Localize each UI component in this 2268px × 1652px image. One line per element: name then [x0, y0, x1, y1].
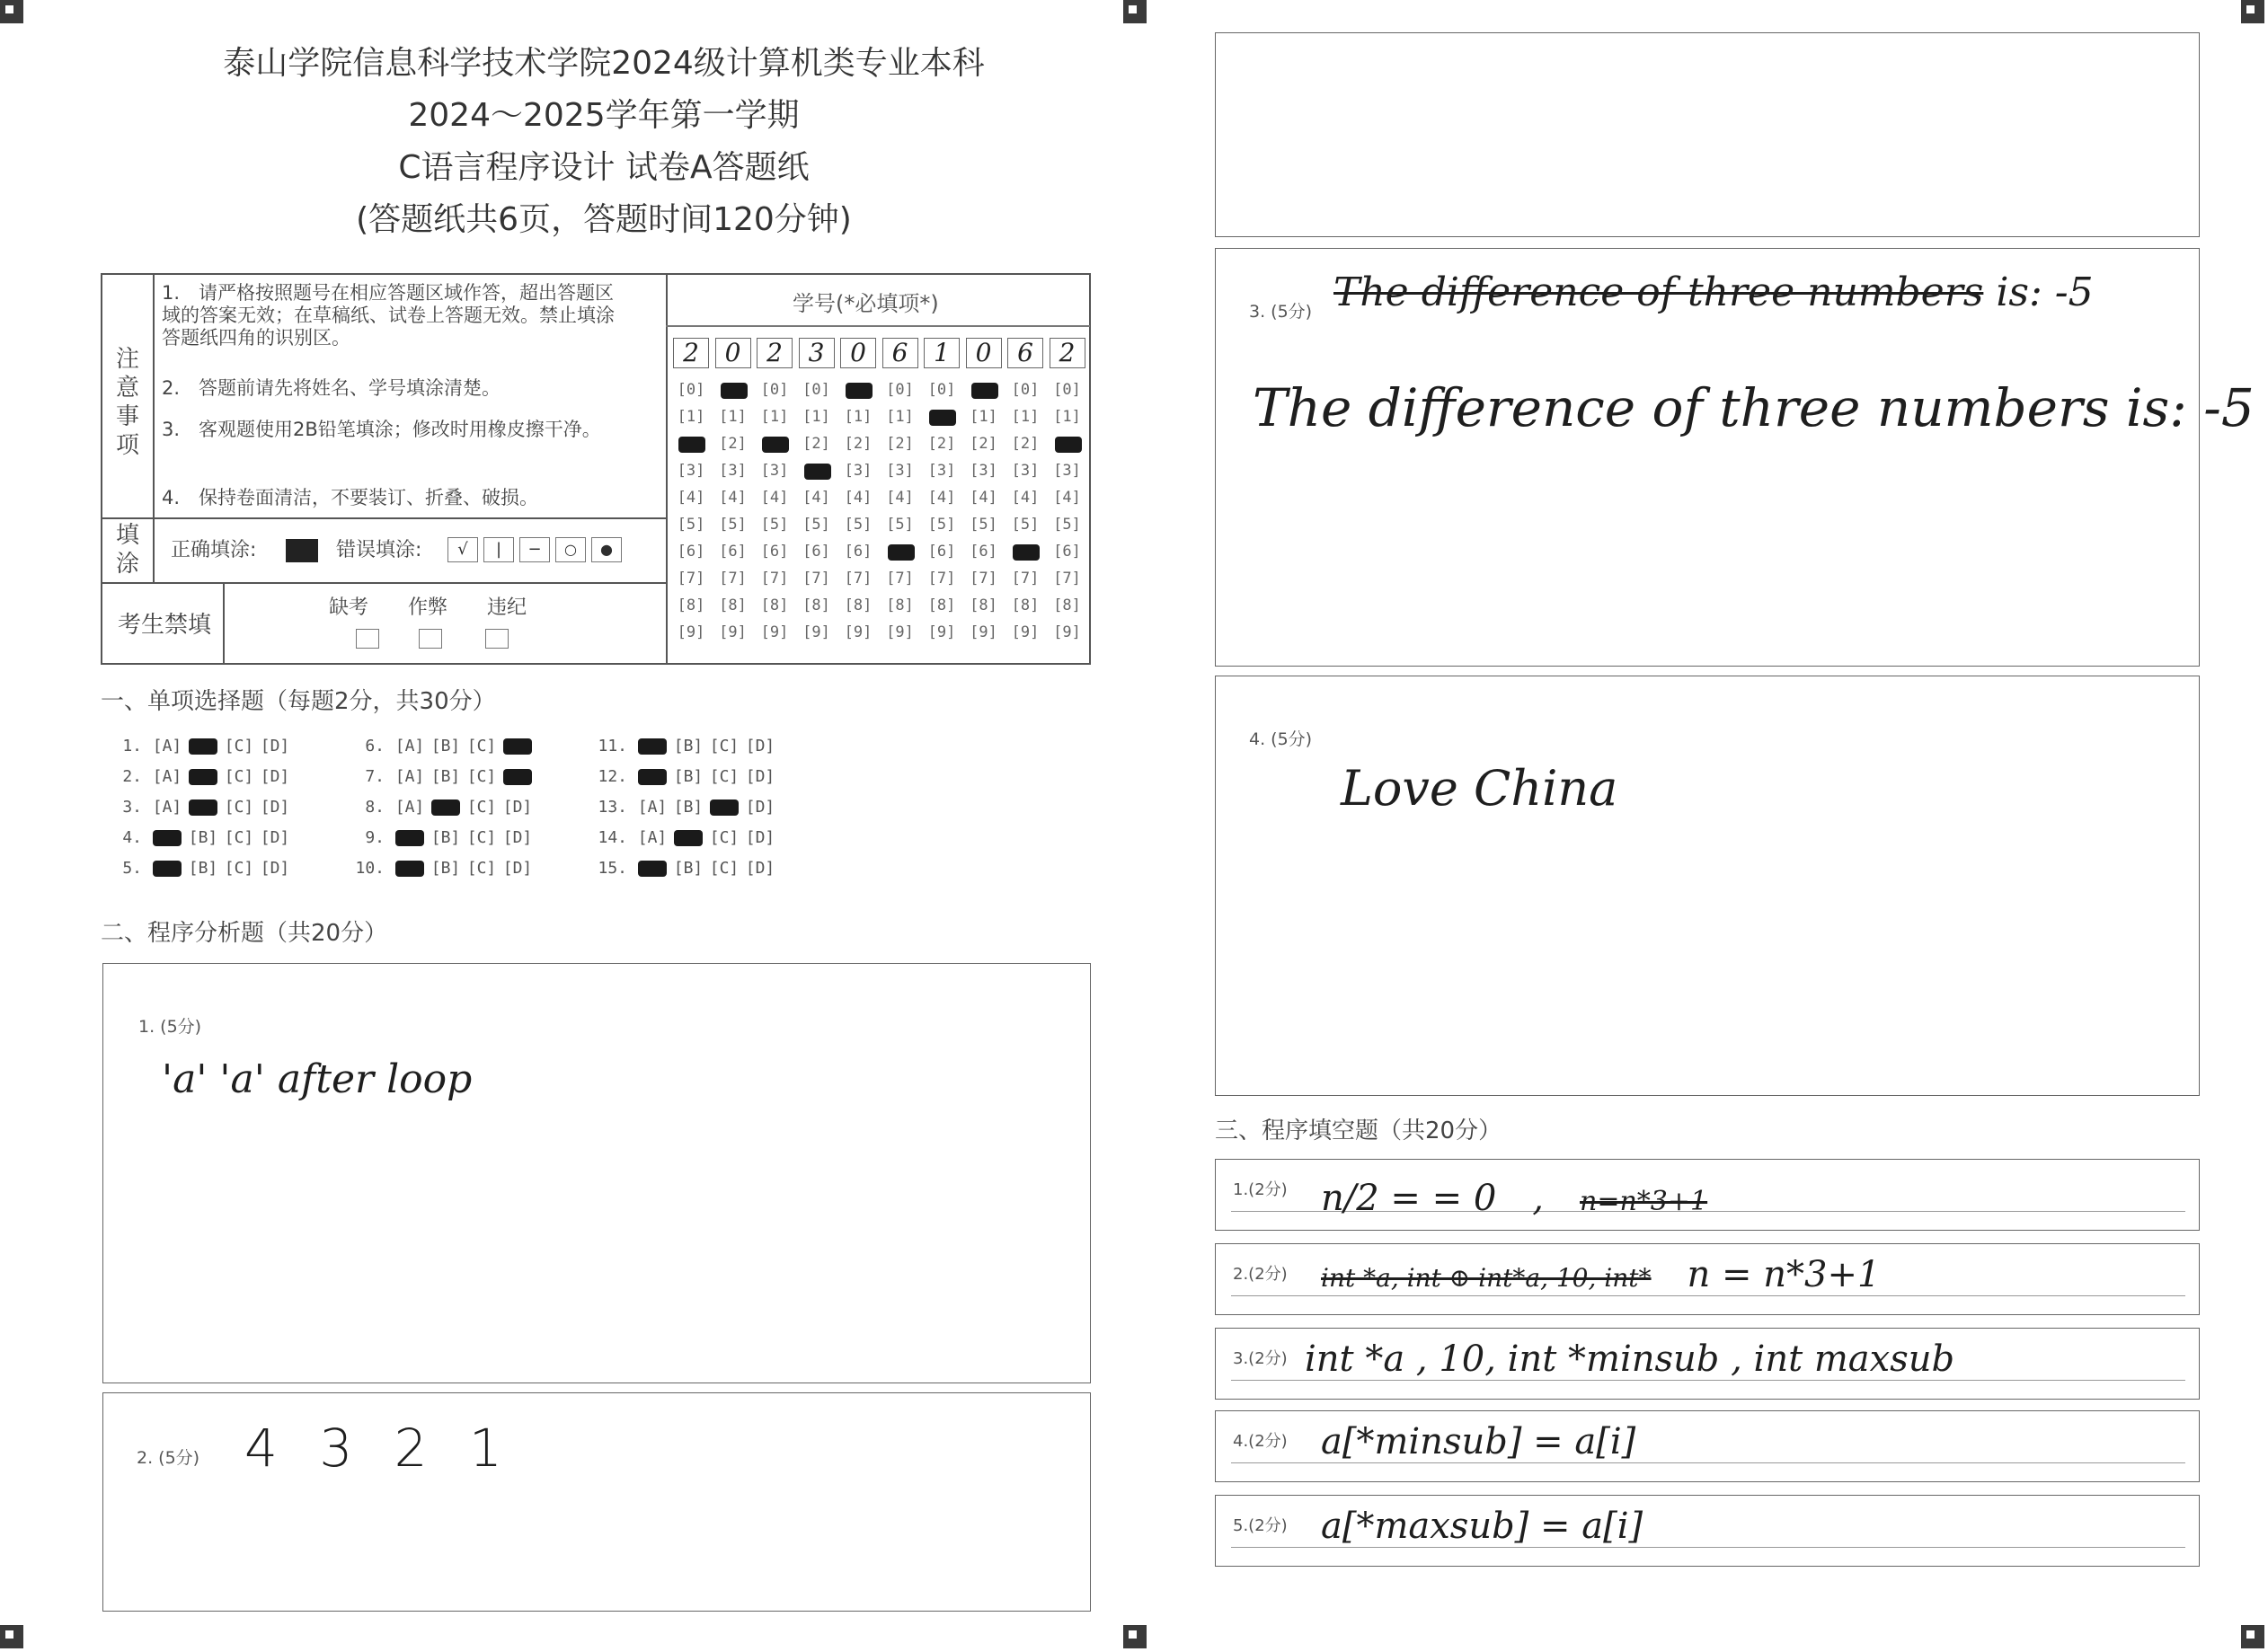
mc-question-4: [110, 828, 293, 847]
section3-title: 三、程序填空题（共20分）: [1215, 1118, 1502, 1144]
mc-option-B[interactable]: [B]: [430, 859, 461, 878]
instruction-divider-h3: [223, 582, 225, 665]
pencil-fill-mark: [804, 464, 831, 480]
mc-option-A[interactable]: [A]: [637, 798, 668, 817]
answer-box-q2-4[interactable]: [1215, 676, 2200, 1096]
fill-item-label-2: 2.(2分): [1233, 1265, 1288, 1284]
mc-option-B[interactable]: [B]: [430, 828, 461, 847]
wrong-mark-check: √: [447, 537, 478, 562]
mc-option-B[interactable]: [B]: [430, 737, 461, 755]
student-id-bubble[interactable]: [6]: [802, 543, 830, 561]
mc-option-filled-A[interactable]: [634, 767, 670, 786]
fill-item-label-4: 4.(2分): [1233, 1432, 1288, 1451]
student-id-bubble[interactable]: [8]: [760, 596, 789, 614]
wrong-mark-circle: ○: [555, 537, 586, 562]
instruction-divider-h2: [101, 582, 667, 584]
wrong-mark-dot: ●: [591, 537, 622, 562]
mc-question-8: [352, 798, 536, 817]
pencil-fill-mark: [888, 544, 915, 561]
student-id-digit-5: 0: [840, 338, 876, 368]
mc-question-number: 8.: [365, 798, 385, 817]
header-line-1: 泰山学院信息科学技术学院2024级计算机类专业本科: [223, 45, 985, 82]
mc-question-7: [352, 767, 536, 786]
student-id-bubble[interactable]: [3]: [844, 462, 873, 480]
q2-3-struck-text: The difference of three numbers: [1333, 269, 1984, 315]
notice-item-3: 3. 客观题使用2B铅笔填涂；修改时用橡皮擦干净。: [162, 419, 601, 440]
mc-option-B[interactable]: [B]: [188, 828, 218, 847]
mc-option-C[interactable]: [C]: [709, 737, 740, 755]
q2-3-struck-tail: is: -5: [1983, 269, 2094, 315]
student-id-title-rule: [666, 325, 1090, 327]
pencil-fill-mark: [929, 410, 956, 426]
mc-option-filled-A[interactable]: [149, 859, 185, 878]
fill-correct-label: 正确填涂:: [171, 539, 257, 561]
fill-item-label-3: 3.(2分): [1233, 1349, 1288, 1368]
student-id-bubble[interactable]: [3]: [677, 462, 705, 480]
mc-question-number: 1.: [122, 737, 142, 755]
fill-answer-underline: [1231, 1547, 2185, 1548]
student-id-bubble[interactable]: [9]: [1053, 623, 1081, 641]
mc-option-B[interactable]: [B]: [673, 859, 704, 878]
mc-question-number: 5.: [122, 859, 142, 878]
pencil-fill-mark: [721, 383, 748, 399]
student-id-bubble[interactable]: [6]: [927, 543, 956, 561]
mc-option-D[interactable]: [D]: [260, 859, 290, 878]
student-id-bubble[interactable]: [5]: [802, 516, 830, 534]
mc-option-filled-B[interactable]: [185, 798, 221, 817]
section1-title: 一、单项选择题（每题2分，共30分）: [101, 688, 496, 715]
mc-question-10: [352, 859, 536, 878]
mc-option-B[interactable]: [B]: [430, 767, 461, 786]
student-id-bubble[interactable]: [3]: [886, 462, 914, 480]
pencil-fill-mark: [971, 383, 998, 399]
mc-option-filled-D[interactable]: [500, 737, 536, 755]
mc-option-A[interactable]: [A]: [394, 798, 425, 817]
mc-question-number: 15.: [598, 859, 627, 878]
instruction-divider-h1: [101, 517, 667, 519]
mc-option-C[interactable]: [C]: [466, 737, 497, 755]
student-id-bubble[interactable]: [0]: [1053, 381, 1081, 399]
student-id-bubble[interactable]: [4]: [1011, 489, 1040, 507]
notice-item-1: 1. 请严格按照题号在相应答题区域作答，超出答题区域的答案无效；在草稿纸、试卷上答题无效。禁止填涂答题纸四角的识别区。: [162, 282, 615, 349]
student-id-bubble[interactable]: [7]: [1011, 570, 1040, 587]
student-id-bubble[interactable]: [4]: [886, 489, 914, 507]
student-id-digit-1: 2: [673, 338, 709, 368]
fill-item-answer-text-2: n = n*3+1: [1687, 1254, 1881, 1295]
mc-question-11: [595, 737, 778, 755]
student-id-bubble[interactable]: [8]: [886, 596, 914, 614]
mc-option-filled-B[interactable]: [185, 737, 221, 755]
fill-item-answer-1: [1321, 1170, 1707, 1221]
student-id-bubble[interactable]: [4]: [1053, 489, 1081, 507]
student-id-bubble[interactable]: [1]: [886, 408, 914, 426]
student-id-bubble[interactable]: [3]: [970, 462, 997, 480]
mc-question-number: 2.: [122, 767, 142, 786]
student-id-title: 学号(*必填项*): [793, 291, 939, 316]
student-id-bubble[interactable]: [5]: [677, 516, 705, 534]
mc-option-C[interactable]: [C]: [224, 828, 254, 847]
mc-option-C[interactable]: [C]: [224, 859, 254, 878]
pencil-fill-mark: [1055, 437, 1082, 453]
student-id-bubble[interactable]: [2]: [886, 435, 914, 453]
student-id-bubble[interactable]: [5]: [886, 516, 914, 534]
student-id-bubble[interactable]: [5]: [970, 516, 997, 534]
q2-4-label: 4. (5分): [1249, 729, 1313, 749]
student-id-bubble[interactable]: [5]: [1053, 516, 1081, 534]
fill-wrong-label: 错误填涂:: [336, 539, 422, 561]
q2-3-label: 3. (5分): [1249, 302, 1313, 322]
student-id-bubble[interactable]: [9]: [802, 623, 830, 641]
student-id-bubble[interactable]: [8]: [802, 596, 830, 614]
mc-option-C[interactable]: [C]: [466, 859, 497, 878]
instruction-divider-id: [666, 273, 668, 665]
student-id-bubble[interactable]: [9]: [970, 623, 997, 641]
fill-item-answer-2: [1321, 1254, 1880, 1295]
exam-status-violation-label: 违纪: [487, 596, 527, 619]
student-id-bubble[interactable]: [4]: [927, 489, 956, 507]
student-id-bubble[interactable]: [2]: [1011, 435, 1040, 453]
student-id-bubble[interactable]: [7]: [760, 570, 789, 587]
mc-question-number: 13.: [598, 798, 627, 817]
student-id-bubble[interactable]: [1]: [1053, 408, 1081, 426]
mc-question-2: [110, 767, 293, 786]
mc-option-D[interactable]: [D]: [745, 828, 775, 847]
fill-correct-sample: [286, 539, 318, 562]
section2-title: 二、程序分析题（共20分）: [101, 920, 388, 947]
exam-status-cheat-checkbox[interactable]: [419, 629, 442, 649]
student-id-bubble[interactable]: [8]: [844, 596, 873, 614]
student-id-bubble[interactable]: [4]: [970, 489, 997, 507]
student-id-bubble[interactable]: [6]: [844, 543, 873, 561]
student-id-bubble[interactable]: [9]: [844, 623, 873, 641]
student-id-bubble[interactable]: [3]: [760, 462, 789, 480]
exam-status-absent-checkbox[interactable]: [356, 629, 379, 649]
mc-question-15: [595, 859, 778, 878]
exam-status-violation-checkbox[interactable]: [485, 629, 509, 649]
mc-option-D[interactable]: [D]: [260, 767, 290, 786]
fill-item-struck-2: int *a, int ⊕ int*a, 10, int*: [1321, 1263, 1652, 1293]
notice-item-4: 4. 保持卷面清洁，不要装订、折叠、破损。: [162, 487, 539, 508]
answer-box-continuation[interactable]: [1215, 32, 2200, 237]
fill-answer-underline: [1231, 1462, 2185, 1463]
student-id-bubble[interactable]: [0]: [760, 381, 789, 399]
mc-option-D[interactable]: [D]: [260, 737, 290, 755]
mc-option-filled-A[interactable]: [634, 737, 670, 755]
student-id-digit-8: 0: [966, 338, 1002, 368]
q2-3-struck-answer: [1333, 269, 2094, 315]
student-id-bubble[interactable]: [7]: [719, 570, 747, 587]
mc-option-A[interactable]: [A]: [152, 767, 182, 786]
fill-item-answer-text-1: n/2 = = 0 ,: [1321, 1178, 1545, 1219]
student-id-bubble[interactable]: [5]: [1011, 516, 1040, 534]
q2-2-label: 2. (5分): [137, 1448, 200, 1468]
mc-option-B[interactable]: [B]: [673, 767, 704, 786]
student-id-bubble[interactable]: [0]: [886, 381, 914, 399]
student-id-bubble[interactable]: [1]: [1011, 408, 1040, 426]
mc-question-number: 14.: [598, 828, 627, 847]
student-id-bubble[interactable]: [8]: [1053, 596, 1081, 614]
wrong-mark-bar: |: [483, 537, 514, 562]
pencil-fill-mark: [678, 437, 705, 453]
exam-status-heading: 考生禁填: [117, 612, 211, 639]
mc-option-D[interactable]: [D]: [502, 798, 533, 817]
student-id-bubble[interactable]: [5]: [844, 516, 873, 534]
fill-item-answer-4: [1321, 1421, 1635, 1462]
student-id-bubble[interactable]: [2]: [802, 435, 830, 453]
mc-option-D[interactable]: [D]: [502, 859, 533, 878]
student-id-bubble[interactable]: [8]: [970, 596, 997, 614]
student-id-bubble[interactable]: [9]: [1011, 623, 1040, 641]
mc-option-C[interactable]: [C]: [466, 828, 497, 847]
student-id-bubble[interactable]: [0]: [1011, 381, 1040, 399]
student-id-digit-7: 1: [924, 338, 960, 368]
mc-option-C[interactable]: [C]: [466, 798, 497, 817]
mc-option-filled-A[interactable]: [392, 828, 428, 847]
mc-option-D[interactable]: [D]: [745, 767, 775, 786]
student-id-bubble[interactable]: [1]: [802, 408, 830, 426]
q2-1-label: 1. (5分): [138, 1017, 202, 1037]
student-id-bubble[interactable]: [6]: [1053, 543, 1081, 561]
mc-option-B[interactable]: [B]: [673, 737, 704, 755]
student-id-digit-2: 0: [715, 338, 751, 368]
mc-option-B[interactable]: [B]: [188, 859, 218, 878]
mc-option-filled-A[interactable]: [634, 859, 670, 878]
fill-item-label-1: 1.(2分): [1233, 1180, 1288, 1199]
mc-question-3: [110, 798, 293, 817]
fill-item-answer-text-5: a[*maxsub] = a[i]: [1321, 1506, 1643, 1547]
student-id-bubble[interactable]: [4]: [760, 489, 789, 507]
pencil-fill-mark: [846, 383, 873, 399]
mc-option-A[interactable]: [A]: [637, 828, 668, 847]
student-id-bubble[interactable]: [3]: [1053, 462, 1081, 480]
header-line-3: C语言程序设计 试卷A答题纸: [398, 149, 810, 186]
student-id-digit-6: 6: [882, 338, 918, 368]
student-id-bubble[interactable]: [9]: [719, 623, 747, 641]
exam-status-cheat-label: 作弊: [408, 596, 448, 619]
student-id-bubble[interactable]: [4]: [802, 489, 830, 507]
student-id-bubble[interactable]: [6]: [677, 543, 705, 561]
mc-option-C[interactable]: [C]: [709, 859, 740, 878]
mc-question-number: 9.: [365, 828, 385, 847]
mc-option-C[interactable]: [C]: [709, 828, 740, 847]
registration-marker-bottom-middle: [1123, 1625, 1147, 1648]
fill-wrong-samples: [447, 537, 622, 562]
student-id-bubble[interactable]: [4]: [677, 489, 705, 507]
student-id-bubble[interactable]: [3]: [927, 462, 956, 480]
mc-option-B[interactable]: [B]: [673, 798, 704, 817]
mc-option-A[interactable]: [A]: [152, 798, 182, 817]
pencil-fill-mark: [1013, 544, 1040, 561]
exam-status-absent-label: 缺考: [329, 596, 369, 619]
student-id-bubble[interactable]: [1]: [760, 408, 789, 426]
student-id-bubble[interactable]: [2]: [844, 435, 873, 453]
student-id-digit-4: 3: [799, 338, 835, 368]
header-line-2: 2024～2025学年第一学期: [408, 97, 800, 134]
registration-marker-top-middle: [1123, 0, 1147, 23]
mc-option-A[interactable]: [A]: [394, 767, 425, 786]
mc-option-A[interactable]: [A]: [152, 737, 182, 755]
student-id-bubble[interactable]: [7]: [886, 570, 914, 587]
fill-answer-underline: [1231, 1380, 2185, 1381]
mc-question-number: 12.: [598, 767, 627, 786]
fill-answer-underline: [1231, 1295, 2185, 1296]
mc-question-number: 10.: [355, 859, 385, 878]
student-id-bubble[interactable]: [2]: [719, 435, 747, 453]
student-id-bubble[interactable]: [8]: [1011, 596, 1040, 614]
mc-option-filled-B[interactable]: [670, 828, 706, 847]
mc-question-13: [595, 798, 778, 817]
header-line-4: (答题纸共6页，答题时间120分钟): [356, 201, 852, 238]
student-id-bubble[interactable]: [1]: [677, 408, 705, 426]
q2-3-handwritten-answer: The difference of three numbers is: -5: [1253, 377, 2255, 438]
student-id-bubble[interactable]: [8]: [677, 596, 705, 614]
mc-option-D[interactable]: [D]: [260, 828, 290, 847]
q2-4-handwritten-answer: Love China: [1341, 760, 1618, 817]
mc-option-C[interactable]: [C]: [709, 767, 740, 786]
student-id-digit-3: 2: [757, 338, 793, 368]
instruction-divider-vertical: [153, 273, 155, 582]
mc-question-number: 7.: [365, 767, 385, 786]
mc-question-14: [595, 828, 778, 847]
student-id-bubble[interactable]: [6]: [719, 543, 747, 561]
student-id-bubble[interactable]: [3]: [719, 462, 747, 480]
mc-option-D[interactable]: [D]: [502, 828, 533, 847]
q2-2-handwritten-answer: 4 3 2 1: [244, 1418, 515, 1479]
student-id-bubble[interactable]: [2]: [970, 435, 997, 453]
student-id-bubble[interactable]: [0]: [927, 381, 956, 399]
student-id-bubble[interactable]: [0]: [677, 381, 705, 399]
student-id-bubble[interactable]: [8]: [927, 596, 956, 614]
student-id-bubble[interactable]: [1]: [844, 408, 873, 426]
student-id-bubble[interactable]: [8]: [719, 596, 747, 614]
mc-option-D[interactable]: [D]: [745, 737, 775, 755]
mc-option-D[interactable]: [D]: [745, 859, 775, 878]
registration-marker-top-left: [0, 0, 23, 23]
mc-option-filled-C[interactable]: [706, 798, 742, 817]
pencil-fill-mark: [762, 437, 789, 453]
student-id-bubble[interactable]: [7]: [844, 570, 873, 587]
notice-item-2: 2. 答题前请先将姓名、学号填涂清楚。: [162, 377, 501, 399]
mc-option-C[interactable]: [C]: [224, 798, 254, 817]
student-id-bubble[interactable]: [9]: [760, 623, 789, 641]
mc-question-number: 11.: [598, 737, 627, 755]
student-id-bubble[interactable]: [7]: [677, 570, 705, 587]
student-id-bubble[interactable]: [7]: [970, 570, 997, 587]
mc-option-filled-A[interactable]: [149, 828, 185, 847]
student-id-bubble[interactable]: [9]: [677, 623, 705, 641]
mc-option-filled-B[interactable]: [185, 767, 221, 786]
student-id-bubble[interactable]: [5]: [927, 516, 956, 534]
mc-question-number: 3.: [122, 798, 142, 817]
mc-question-number: 6.: [365, 737, 385, 755]
fill-item-answer-5: [1321, 1506, 1643, 1547]
mc-option-A[interactable]: [A]: [394, 737, 425, 755]
registration-marker-bottom-left: [0, 1625, 23, 1648]
student-id-digit-10: 2: [1050, 338, 1085, 368]
fill-item-label-5: 5.(2分): [1233, 1516, 1288, 1535]
student-id-bubble[interactable]: [9]: [886, 623, 914, 641]
student-id-bubble[interactable]: [0]: [802, 381, 830, 399]
mc-option-D[interactable]: [D]: [260, 798, 290, 817]
fill-item-answer-3: [1305, 1338, 1954, 1380]
student-id-bubble[interactable]: [7]: [1053, 570, 1081, 587]
student-id-bubble[interactable]: [7]: [927, 570, 956, 587]
mc-option-filled-B[interactable]: [428, 798, 464, 817]
fill-heading: 填 涂: [115, 522, 139, 578]
mc-question-5: [110, 859, 293, 878]
student-id-bubble[interactable]: [1]: [970, 408, 997, 426]
mc-option-C[interactable]: [C]: [224, 767, 254, 786]
student-id-bubble[interactable]: [7]: [802, 570, 830, 587]
student-id-bubble[interactable]: [5]: [719, 516, 747, 534]
student-id-bubble[interactable]: [6]: [760, 543, 789, 561]
notice-heading: 注 意 事 项: [115, 346, 139, 459]
student-id-bubble[interactable]: [4]: [844, 489, 873, 507]
mc-option-D[interactable]: [D]: [745, 798, 775, 817]
fill-item-answer-text-3: int *a , 10, int *minsub , int maxsub: [1305, 1338, 1955, 1380]
wrong-mark-dash: −: [519, 537, 550, 562]
mc-question-1: [110, 737, 293, 755]
student-id-bubble[interactable]: [3]: [1011, 462, 1040, 480]
q2-1-handwritten-answer: 'a' 'a' after loop: [162, 1056, 473, 1102]
student-id-bubble[interactable]: [2]: [927, 435, 956, 453]
mc-question-number: 4.: [122, 828, 142, 847]
student-id-bubble[interactable]: [9]: [927, 623, 956, 641]
student-id-bubble[interactable]: [1]: [719, 408, 747, 426]
answer-box-q2-1[interactable]: [102, 963, 1091, 1383]
registration-marker-top-right: [2241, 0, 2264, 23]
fill-item-answer-text-4: a[*minsub] = a[i]: [1321, 1421, 1636, 1462]
student-id-bubble[interactable]: [6]: [970, 543, 997, 561]
student-id-bubble[interactable]: [4]: [719, 489, 747, 507]
student-id-bubble[interactable]: [5]: [760, 516, 789, 534]
registration-marker-bottom-right: [2241, 1625, 2264, 1648]
fill-item-struck-1: n=n*3+1: [1580, 1186, 1708, 1217]
mc-option-filled-A[interactable]: [392, 859, 428, 878]
mc-question-9: [352, 828, 536, 847]
mc-option-C[interactable]: [C]: [224, 737, 254, 755]
student-id-digit-9: 6: [1007, 338, 1043, 368]
mc-option-C[interactable]: [C]: [466, 767, 497, 786]
mc-question-6: [352, 737, 536, 755]
mc-question-12: [595, 767, 778, 786]
mc-option-filled-D[interactable]: [500, 767, 536, 786]
